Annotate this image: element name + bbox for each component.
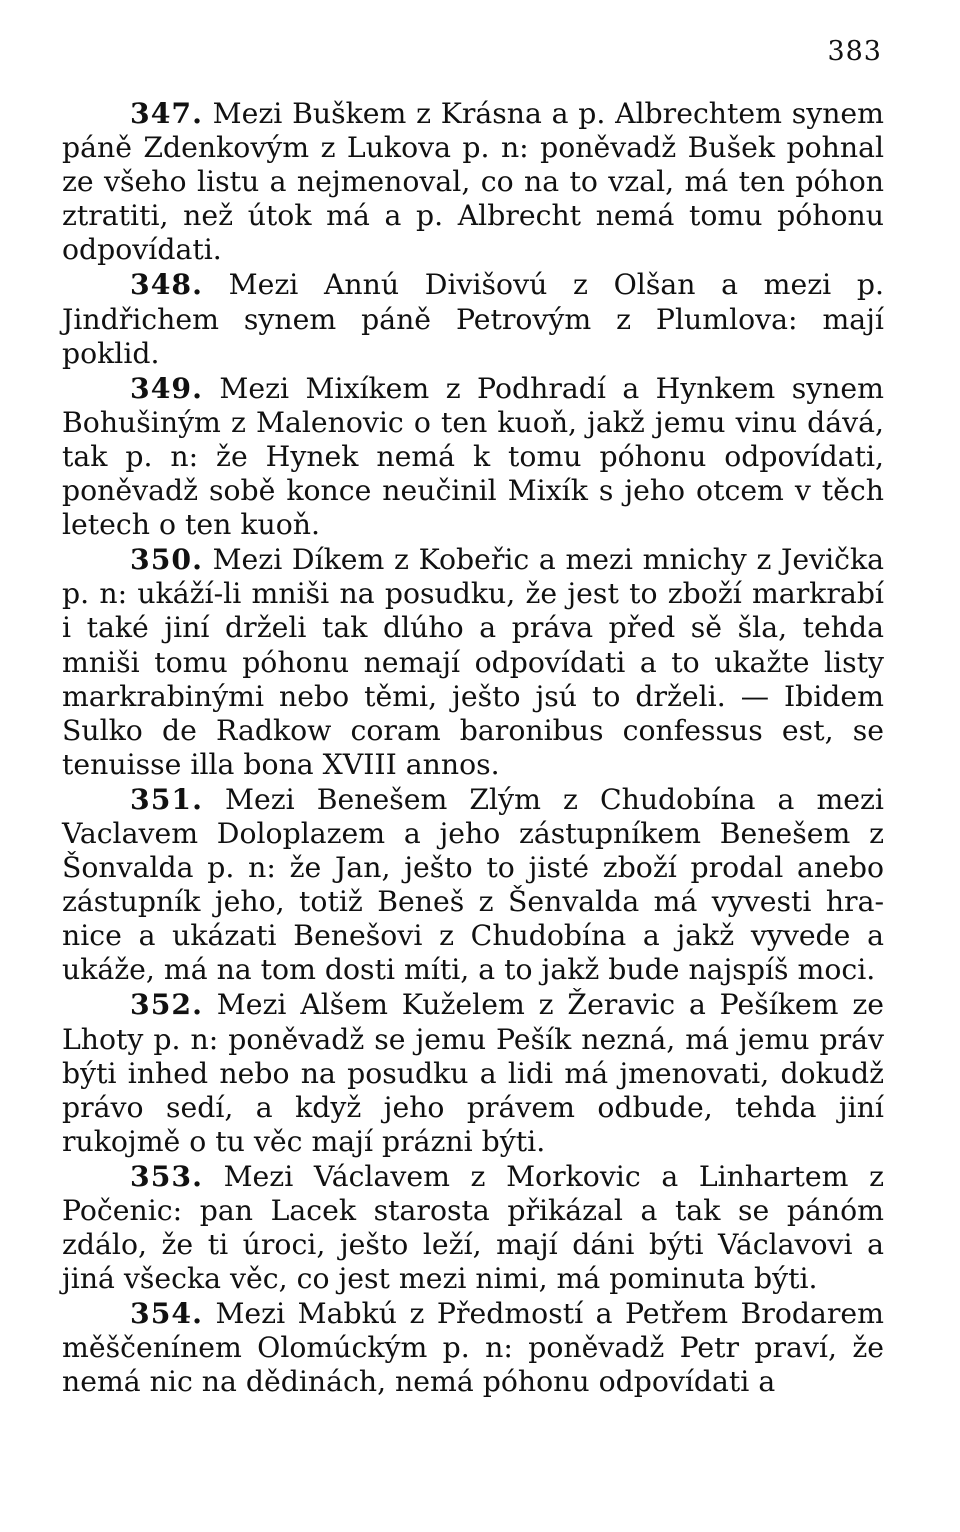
entry-text: Mezi Václavem z Morkovic a Linhartem z Počenic: pan Lacek starosta přikázal a tak se pánóm zdálo, že ti úroci, ješto leží, mají dáni býti Václavovi a jiná všecka věc, co jest mezi nimi, má pominuta býti. [62,1159,884,1296]
entry-351 [62,782,884,988]
entry-text: Mezi Mabkú z Předmostí a Petřem Brodarem měščenínem Olomúckým p. n: poněvadž Petr praví, že nemá nic na dědinách, nemá póhonu odpovídati a [62,1297,884,1399]
entry-347 [62,96,884,267]
entry-352 [62,987,884,1158]
entry-number: 348. [130,267,203,302]
entry-text: Mezi Alšem Kuželem z Žeravic a Pešíkem ze Lhoty p. n: poněvadž se jemu Pešík nezná, má jemu práv býti inhed nebo na posudku a lidi má jmenovati, dokudž právo sedí, a když jeho právem odbude, tehda jiní rukojmě o tu věc mají prázni býti. [62,988,884,1158]
entry-349 [62,371,884,542]
entry-number: 351. [130,781,203,816]
entry-number: 353. [130,1158,203,1193]
entry-354 [62,1296,884,1399]
entry-350 [62,542,884,782]
entry-348 [62,267,884,370]
entry-text: Mezi Mixíkem z Podhradí a Hynkem synem Bohušiným z Malenovic o ten kuoň, jakž jemu vinu dává, tak p. n: že Hynek nemá k tomu póhonu odpovídati, poněvadž sobě konce neučinil Mixík s jeho otcem v těch letech o ten kuoň. [62,371,885,542]
entry-text: Mezi Benešem Zlým z Chudobína a mezi Vaclavem Doloplazem a jeho zástupníkem Benešem z Šonvalda p. n: že Jan, ješto to jisté zboží prodal anebo zástupník jeho, totiž Beneš z Šenvalda má vyvesti hranice a ukázati Benešovi z Chudobína a jakž vyvede a ukáže, má na tom dosti míti, a to jakž bude najspíš moci. [62,782,884,987]
page-body [62,96,884,1400]
entry-number: 349. [130,370,203,405]
entry-number: 352. [130,987,203,1022]
entry-353 [62,1159,884,1296]
page-number: 383 [827,36,882,67]
entry-text: Mezi Buškem z Krásna a p. Albrechtem synem páně Zdenkovým z Lukova p. n: poněvadž Bušek pohnal ze všeho listu a nejmenoval, co na to vzal, má ten póhon ztratiti, než útok má a p. Albrecht nemá tomu póhonu odpovídati. [62,97,885,267]
entry-number: 347. [130,96,203,130]
entry-number: 350. [130,542,203,577]
entry-number: 354. [130,1296,203,1331]
entry-text: Mezi Annú Divišovú z Olšan a mezi p. Jindřichem synem páně Petrovým z Plumlova: mají poklid. [62,268,884,370]
entry-text: Mezi Díkem z Kobeřic a mezi mnichy z Jevička p. n: ukáží-li mniši na posudku, že jest to zboží markrabí i také jiní drželi tak dlúho a práva před sě šla, tehda mniši tomu póhonu nemají odpovídati a to ukažte listy markrabinými nebo těmi, ješto jsú to drželi. — Ibidem Sulko de Radkow coram baronibus confessus est, se tenuisse illa bona XVIII annos. [62,543,884,781]
